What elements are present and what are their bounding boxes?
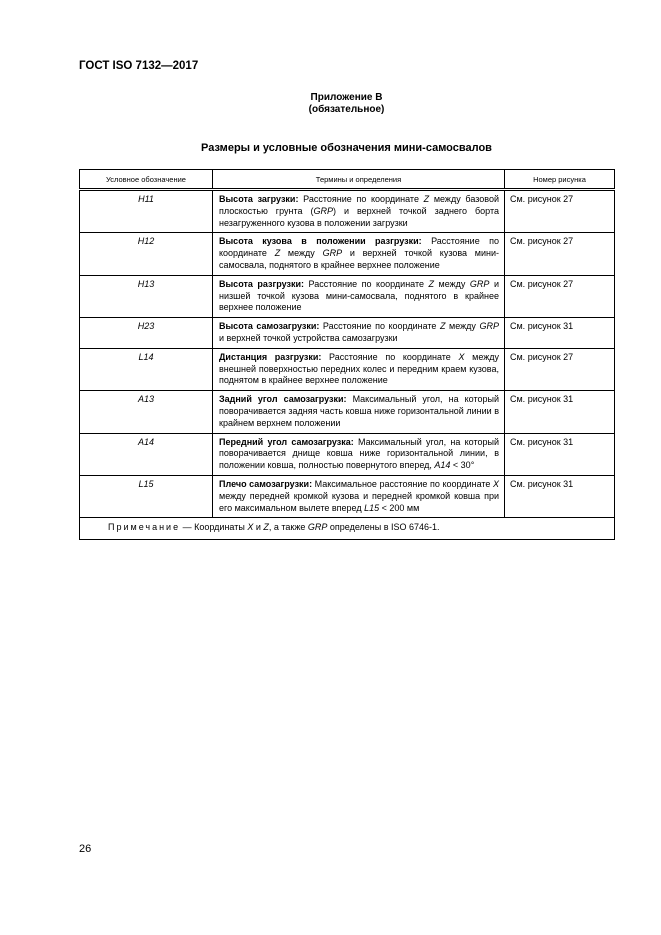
- row-figure: См. рисунок 31: [505, 433, 615, 475]
- row-symbol: H13: [80, 275, 213, 317]
- row-definition: [213, 475, 505, 517]
- definition-text: Расстояние по координате: [319, 321, 440, 332]
- definition-symbol: A14: [434, 460, 451, 471]
- row-symbol: L15: [80, 475, 213, 517]
- row-figure: См. рисунок 27: [505, 233, 615, 275]
- column-header-terms: Термины и определения: [213, 170, 505, 190]
- row-term: Высота кузова в положении разгрузки:: [219, 236, 422, 247]
- definition-symbol: GRP: [313, 205, 333, 216]
- definition-text: между базовой плоскостью грунта (: [219, 194, 499, 216]
- row-definition: [213, 233, 505, 275]
- row-figure: См. рисунок 27: [505, 348, 615, 390]
- table-title: Размеры и условные обозначения мини-самосвалов: [201, 142, 492, 154]
- column-header-figure: Номер рисунка: [505, 170, 615, 190]
- document-id: ГОСТ ISO 7132—2017: [79, 60, 199, 72]
- definition-text: и верхней точкой устройства самозагрузки: [219, 332, 398, 343]
- table-row: [80, 190, 615, 233]
- row-term: Дистанция разгрузки:: [219, 351, 322, 362]
- definition-text: Расстояние по координате: [298, 194, 424, 204]
- table-row: [80, 318, 615, 349]
- definition-symbol: GRP: [469, 278, 490, 289]
- definition-text: между: [280, 248, 323, 259]
- note-symbol: Z: [263, 522, 269, 533]
- row-term: Передний угол самозагрузка:: [219, 436, 354, 447]
- annex-title: Приложение В: [310, 92, 383, 103]
- definition-text: Максимальное расстояние по координате: [312, 478, 493, 489]
- row-symbol: H11: [80, 190, 213, 233]
- annex-status: (обязательное): [308, 104, 385, 115]
- page-number: 26: [79, 843, 92, 855]
- definition-symbol: GRP: [322, 248, 343, 259]
- row-definition: [213, 318, 505, 349]
- column-header-symbol: Условное обозначение: [80, 170, 213, 190]
- table-note-row: [80, 518, 615, 540]
- definition-symbol: GRP: [479, 321, 499, 332]
- definition-text: < 30°: [450, 460, 475, 471]
- table-row: [80, 348, 615, 390]
- table-row: [80, 275, 615, 317]
- note-symbol: GRP: [307, 522, 328, 533]
- note-dash: —: [180, 522, 195, 533]
- row-symbol: A13: [80, 391, 213, 433]
- row-figure: См. рисунок 27: [505, 275, 615, 317]
- row-definition: [213, 433, 505, 475]
- definition-text: Расстояние по координате: [304, 278, 429, 289]
- definition-text: между передней кромкой кузова и передней кромкой ковша при его максимальном вылете вперед: [219, 490, 499, 513]
- table-row: [80, 233, 615, 275]
- definition-text: Максимальный угол, на который поворачивается днище ковша ниже горизонтальной линии, в положении ковша, полностью повернутого вперед,: [219, 436, 499, 471]
- definition-text: Расстояние по координате: [321, 351, 459, 362]
- definition-symbol: Z: [423, 194, 430, 204]
- row-symbol: L14: [80, 348, 213, 390]
- row-definition: [213, 275, 505, 317]
- definition-text: между внешней поверхностью передних колес и передним краем кузова, поднятом в крайнее верхнее положение: [219, 351, 499, 386]
- row-term: Высота загрузки:: [219, 194, 299, 204]
- note-symbol: X: [247, 522, 254, 533]
- definition-text: < 200 мм: [379, 502, 420, 513]
- note-label: Примечание: [108, 522, 181, 533]
- definition-text: и верхней точкой кузова мини-самосвала, поднятого в крайнее верхнее положение: [219, 248, 499, 270]
- definition-text: между: [434, 278, 470, 289]
- note-text: определены в ISO 6746-1.: [327, 522, 440, 533]
- row-definition: [213, 190, 505, 233]
- definition-text: Максимальный угол, на который поворачивается задняя часть ковша ниже горизонтальной линии в крайнем верхнем положении: [219, 394, 499, 428]
- definition-symbol: Z: [440, 321, 446, 332]
- definition-text: Расстояние по координате: [219, 236, 499, 259]
- row-symbol: A14: [80, 433, 213, 475]
- row-figure: См. рисунок 31: [505, 318, 615, 349]
- row-symbol: H12: [80, 233, 213, 275]
- row-term: Плечо самозагрузки:: [219, 478, 313, 489]
- row-definition: [213, 348, 505, 390]
- definition-symbol: X: [458, 351, 465, 362]
- row-figure: См. рисунок 31: [505, 475, 615, 517]
- row-figure: См. рисунок 31: [505, 391, 615, 433]
- definition-symbol: L15: [364, 502, 380, 513]
- table-row: [80, 391, 615, 433]
- row-term: Задний угол самозагрузки:: [219, 394, 347, 405]
- row-term: Высота разгрузки:: [219, 278, 305, 289]
- dimensions-table: [79, 169, 615, 540]
- note-text: , а также: [268, 522, 308, 533]
- table-header-row: [80, 170, 615, 190]
- definition-text: между: [445, 321, 480, 332]
- note-text: и: [253, 522, 264, 533]
- row-definition: [213, 391, 505, 433]
- table-row: [80, 433, 615, 475]
- table-note: [80, 518, 615, 540]
- row-figure: См. рисунок 27: [505, 190, 615, 233]
- definition-symbol: X: [492, 478, 499, 489]
- row-term: Высота самозагрузки:: [219, 321, 320, 332]
- annex-heading: [79, 92, 614, 116]
- definition-text: и низшей точкой кузова мини-самосвала, поднятого в крайнее верхнее положение: [219, 278, 499, 313]
- row-symbol: H23: [80, 318, 213, 349]
- definition-text: ) и верхней точкой заднего борта незагруженного кузова в положении загрузки: [219, 205, 499, 228]
- definition-symbol: Z: [428, 278, 435, 289]
- note-text: Координаты: [194, 522, 248, 533]
- table-row: [80, 475, 615, 517]
- definition-symbol: Z: [274, 248, 281, 259]
